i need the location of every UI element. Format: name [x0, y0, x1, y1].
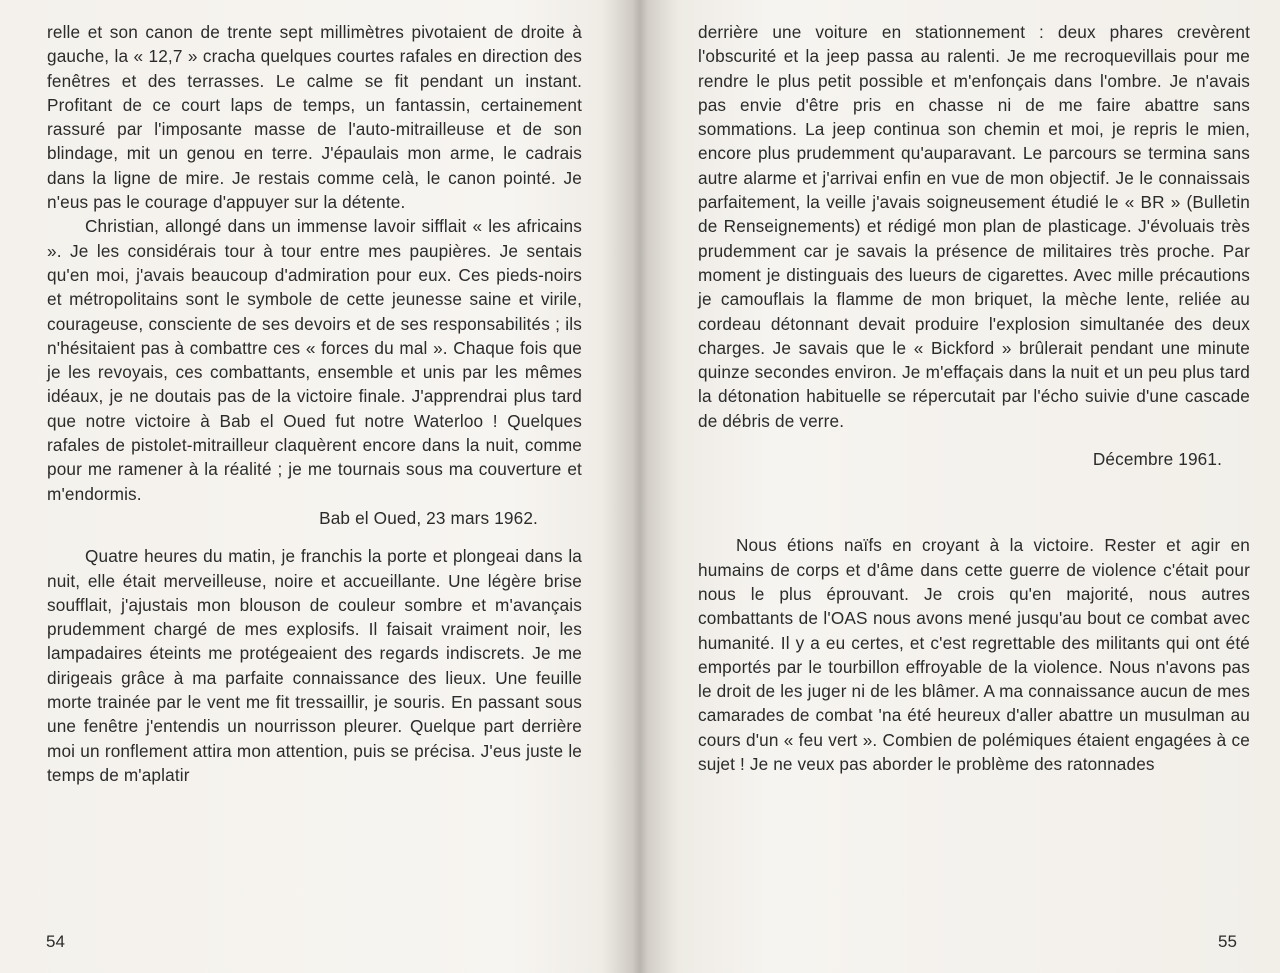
left-page [0, 0, 632, 973]
left-dateline: Bab el Oued, 23 mars 1962. [319, 507, 538, 528]
left-page-text [47, 20, 582, 787]
right-page-number: 55 [1218, 932, 1237, 951]
right-page-text [698, 20, 1250, 776]
left-paragraph-1: relle et son canon de trente sept millimètres pivotaient de droite à gauche, la « 12,7 » cracha quelques courtes rafales en direction des fenêtres et des terrasses. Le calme se fit pendant un instant. Profitant de ce court laps de temps, un fantassin, certainement rassuré par l'imposante masse de l'auto-mitrailleuse et de son blindage, mit un genou en terre. J'épaulais mon arme, le cadrais dans la ligne de mire. Je restais comme celà, le canon pointé. Je n'eus pas le courage d'appuyer sur la détente. [47, 22, 582, 213]
left-paragraph-3: Quatre heures du matin, je franchis la porte et plongeai dans la nuit, elle était merveilleuse, noire et accueillante. Une légère brise soufflait, j'ajustais mon blouson de couleur sombre et m'avançais prudemment chargé de mes explosifs. Il faisait vraiment noir, les lampadaires éteints me protégeaient des regards indiscrets. Je me dirigeais grâce à ma parfaite connaissance des lieux. Une feuille morte trainée par le vent me fit tressaillir, je souris. En passant sous une fenêtre j'entendis un nourrisson pleurer. Quelque part derrière moi un ronflement attira mon attention, puis se précisa. J'eus juste le temps de m'aplatir [47, 546, 582, 785]
section-gap [698, 471, 1250, 533]
left-page-number: 54 [46, 932, 65, 951]
section-gap [698, 433, 1250, 447]
right-dateline: Décembre 1961. [1092, 449, 1222, 470]
right-paragraph-2: Nous étions naïfs en croyant à la victoire. Rester et agir en humains de corps et d'âme dans cette guerre de violence c'était pour nous le plus éprouvant. Je crois qu'en majorité, nous autres combattants de l'OAS nous avons mené jusqu'au bout ce combat avec humanité. Il y a eu certes, et c'est regrettable des militants qui ont été emportés par le tourbillon effroyable de la violence. Nous n'avons pas le droit de les juger ni de les blâmer. A ma connaissance aucun de mes camarades de combat 'na été heureux d'aller abattre un musulman au cours d'un « feu vert ». Combien de polémiques étaient engagées à ce sujet ! Je ne veux pas aborder le problème des ratonnades [698, 535, 1250, 775]
section-gap [47, 530, 582, 544]
right-page [640, 0, 1280, 973]
right-paragraph-1: derrière une voiture en stationnement : deux phares crevèrent l'obscurité et la jeep passa au ralenti. Je me recroquevillais pour me rendre le plus petit possible et m'enfonçais dans l'ombre. Je n'avais pas envie d'être pris en chasse ni de me faire abattre sans sommations. La jeep continua son chemin et moi, je repris le mien, encore plus prudemment qu'auparavant. Le parcours se termina sans autre alarme et j'arrivai enfin en vue de mon objectif. Je le connaissais parfaitement, la veille j'avais soigneusement étudié le « BR » (Bulletin de Renseignements) et rédigé mon plan de plasticage. J'évoluais très prudemment car je savais la présence de militaires très proche. Par moment je distinguais des lueurs de cigarettes. Avec mille précautions je camouflais la flamme de mon briquet, la mèche lente, reliée au cordeau détonnant devait produire l'explosion simultanée des deux charges. Je savais que le « Bickford » brûlerait pendant une minute quinze secondes environ. Je m'effaçais dans la nuit et un peu plus tard la détonation habituelle se répercutait par l'écho suivie d'une cascade de débris de verre. [698, 22, 1250, 431]
left-paragraph-2: Christian, allongé dans un immense lavoir sifflait « les africains ». Je les considérais tour à tour entre mes paupières. Je sentais qu'en moi, j'avais beaucoup d'admiration pour eux. Ces pieds-noirs et métropolitains sont le symbole de cette jeunesse saine et virile, courageuse, consciente de ses devoirs et de ses responsabilités ; ils n'hésitaient pas à combattre ces « forces du mal ». Chaque fois que je les revoyais, ces combattants, ensemble et unis par les mêmes idéaux, je ne doutais pas de la victoire finale. J'apprendrai plus tard que notre victoire à Bab el Oued fut notre Waterloo ! Quelques rafales de pistolet-mitrailleur claquèrent encore dans la nuit, comme pour me ramener à la réalité ; je me tournais sous ma couverture et m'endormis. [47, 216, 582, 504]
